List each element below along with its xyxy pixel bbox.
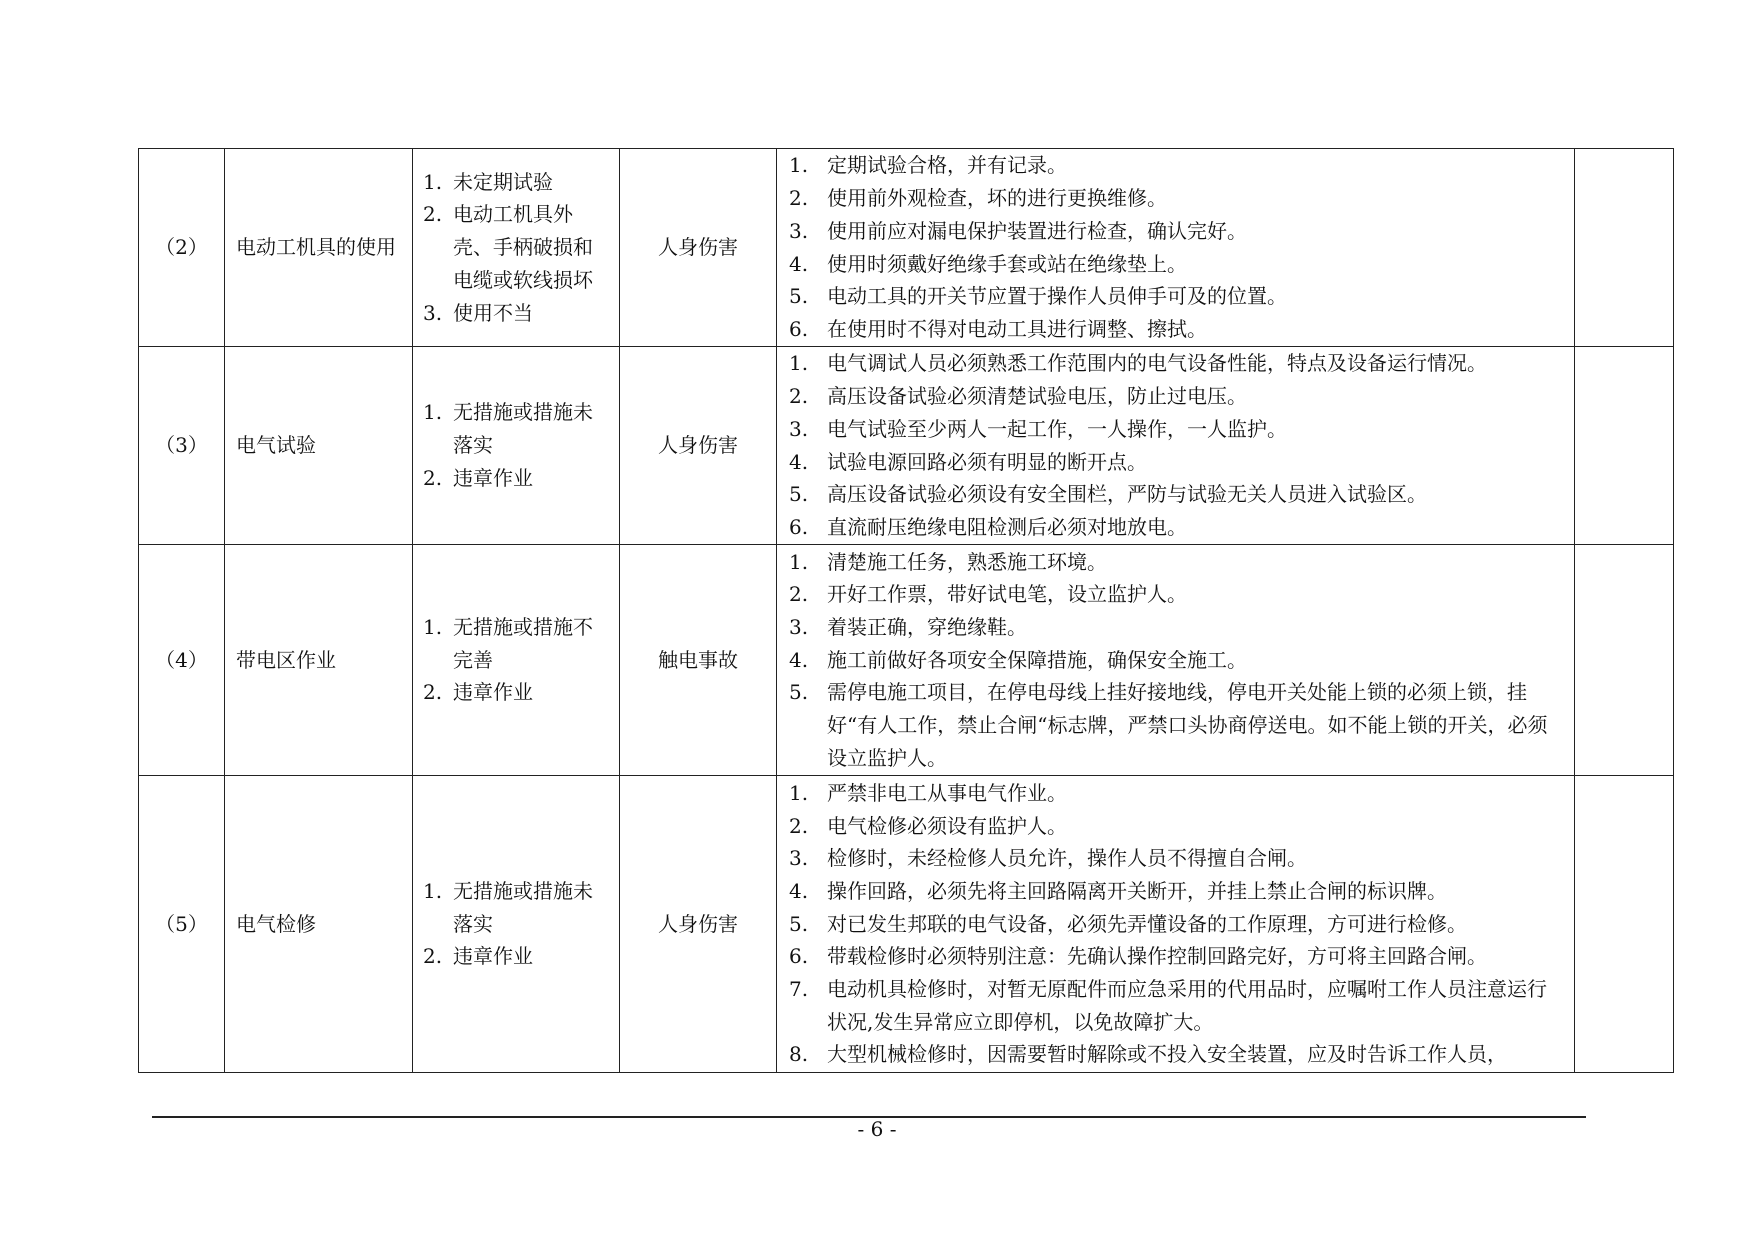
risk-factors [413, 149, 620, 347]
table-row [139, 545, 1674, 776]
risk-factors [413, 776, 620, 1073]
list-item: 2. 违章作业 [423, 465, 533, 490]
list-item: 6. 在使用时不得对电动工具进行调整、擦拭。 [789, 316, 1207, 341]
possible-harm: 人身伤害 [620, 776, 777, 1073]
list-item: 3. 使用不当 [423, 300, 533, 325]
row-number: （2） [139, 149, 225, 347]
list-item: 1. 清楚施工任务，熟悉施工环境。 [789, 549, 1107, 574]
list-item: 1. 严禁非电工从事电气作业。 [789, 780, 1067, 805]
list-item: 2. 开好工作票，带好试电笔，设立监护人。 [789, 582, 1187, 607]
control-measures [777, 545, 1575, 776]
risk-factors [413, 347, 620, 545]
control-measures [777, 149, 1575, 347]
work-item: 带电区作业 [225, 545, 413, 776]
list-item: 1. 定期试验合格，并有记录。 [789, 153, 1067, 178]
work-item: 电气检修 [225, 776, 413, 1073]
list-item: 1. 电气调试人员必须熟悉工作范围内的电气设备性能，特点及设备运行情况。 [789, 351, 1487, 376]
remark-cell [1575, 149, 1674, 347]
table-row [139, 347, 1674, 545]
work-item: 电气试验 [225, 347, 413, 545]
list-item: 3. 电气试验至少两人一起工作，一人操作，一人监护。 [789, 416, 1287, 441]
control-measures [777, 347, 1575, 545]
row-number: （5） [139, 776, 225, 1073]
list-item: 6. 直流耐压绝缘电阻检测后必须对地放电。 [789, 514, 1187, 539]
list-item: 1. 无措施或措施不完善 [423, 614, 593, 672]
list-item: 2. 违章作业 [423, 944, 533, 969]
row-number: （3） [139, 347, 225, 545]
remark-cell [1575, 347, 1674, 545]
page-number: - 6 - [857, 1117, 897, 1141]
list-item: 2. 电气检修必须设有监护人。 [789, 813, 1067, 838]
list-item: 2. 使用前外观检查，坏的进行更换维修。 [789, 186, 1167, 211]
list-item: 6. 带载检修时必须特别注意：先确认操作控制回路完好，方可将主回路合闸。 [789, 944, 1487, 969]
list-item: 2. 违章作业 [423, 680, 533, 705]
possible-harm: 触电事故 [620, 545, 777, 776]
list-item: 5. 电动工具的开关节应置于操作人员伸手可及的位置。 [789, 284, 1287, 309]
list-item: 1. 无措施或措施未落实 [423, 878, 593, 936]
list-item: 5. 对已发生邦联的电气设备，必须先弄懂设备的工作原理，方可进行检修。 [789, 911, 1467, 936]
list-item: 5. 高压设备试验必须设有安全围栏，严防与试验无关人员进入试验区。 [789, 482, 1427, 507]
list-item: 3. 检修时，未经检修人员允许，操作人员不得擅自合闸。 [789, 846, 1307, 871]
table-row [139, 149, 1674, 347]
table-row [139, 776, 1674, 1073]
list-item: 5. 需停电施工项目，在停电母线上挂好接地线，停电开关处能上锁的必须上锁，挂好“有人工作，禁止合闸“标志牌，严禁口头协商停送电。如不能上锁的开关，必须设立监护人。 [789, 680, 1548, 770]
remark-cell [1575, 545, 1674, 776]
list-item: 2. 高压设备试验必须清楚试验电压，防止过电压。 [789, 384, 1247, 409]
list-item: 3. 使用前应对漏电保护装置进行检查，确认完好。 [789, 218, 1247, 243]
list-item: 7. 电动机具检修时，对暂无原配件而应急采用的代用品时，应嘱咐工作人员注意运行状况,发生异常应立即停机，以免故障扩大。 [789, 977, 1547, 1034]
list-item: 3. 着装正确，穿绝缘鞋。 [789, 614, 1027, 639]
remark-cell [1575, 776, 1674, 1073]
risk-factors [413, 545, 620, 776]
work-item: 电动工机具的使用 [225, 149, 413, 347]
list-item: 2. 电动工机具外壳、手柄破损和电缆或软线损坏 [423, 202, 593, 292]
list-item: 8. 大型机械检修时，因需要暂时解除或不投入安全装置，应及时告诉工作人员， [789, 1042, 1507, 1067]
list-item: 4. 施工前做好各项安全保障措施，确保安全施工。 [789, 647, 1247, 672]
list-item: 4. 试验电源回路必须有明显的断开点。 [789, 449, 1147, 474]
list-item: 1. 无措施或措施未落实 [423, 400, 593, 458]
list-item: 4. 操作回路，必须先将主回路隔离开关断开，并挂上禁止合闸的标识牌。 [789, 878, 1447, 903]
hazard-measures-table [138, 148, 1674, 1073]
list-item: 1. 未定期试验 [423, 169, 553, 194]
possible-harm: 人身伤害 [620, 149, 777, 347]
list-item: 4. 使用时须戴好绝缘手套或站在绝缘垫上。 [789, 251, 1187, 276]
control-measures [777, 776, 1575, 1073]
row-number: （4） [139, 545, 225, 776]
possible-harm: 人身伤害 [620, 347, 777, 545]
